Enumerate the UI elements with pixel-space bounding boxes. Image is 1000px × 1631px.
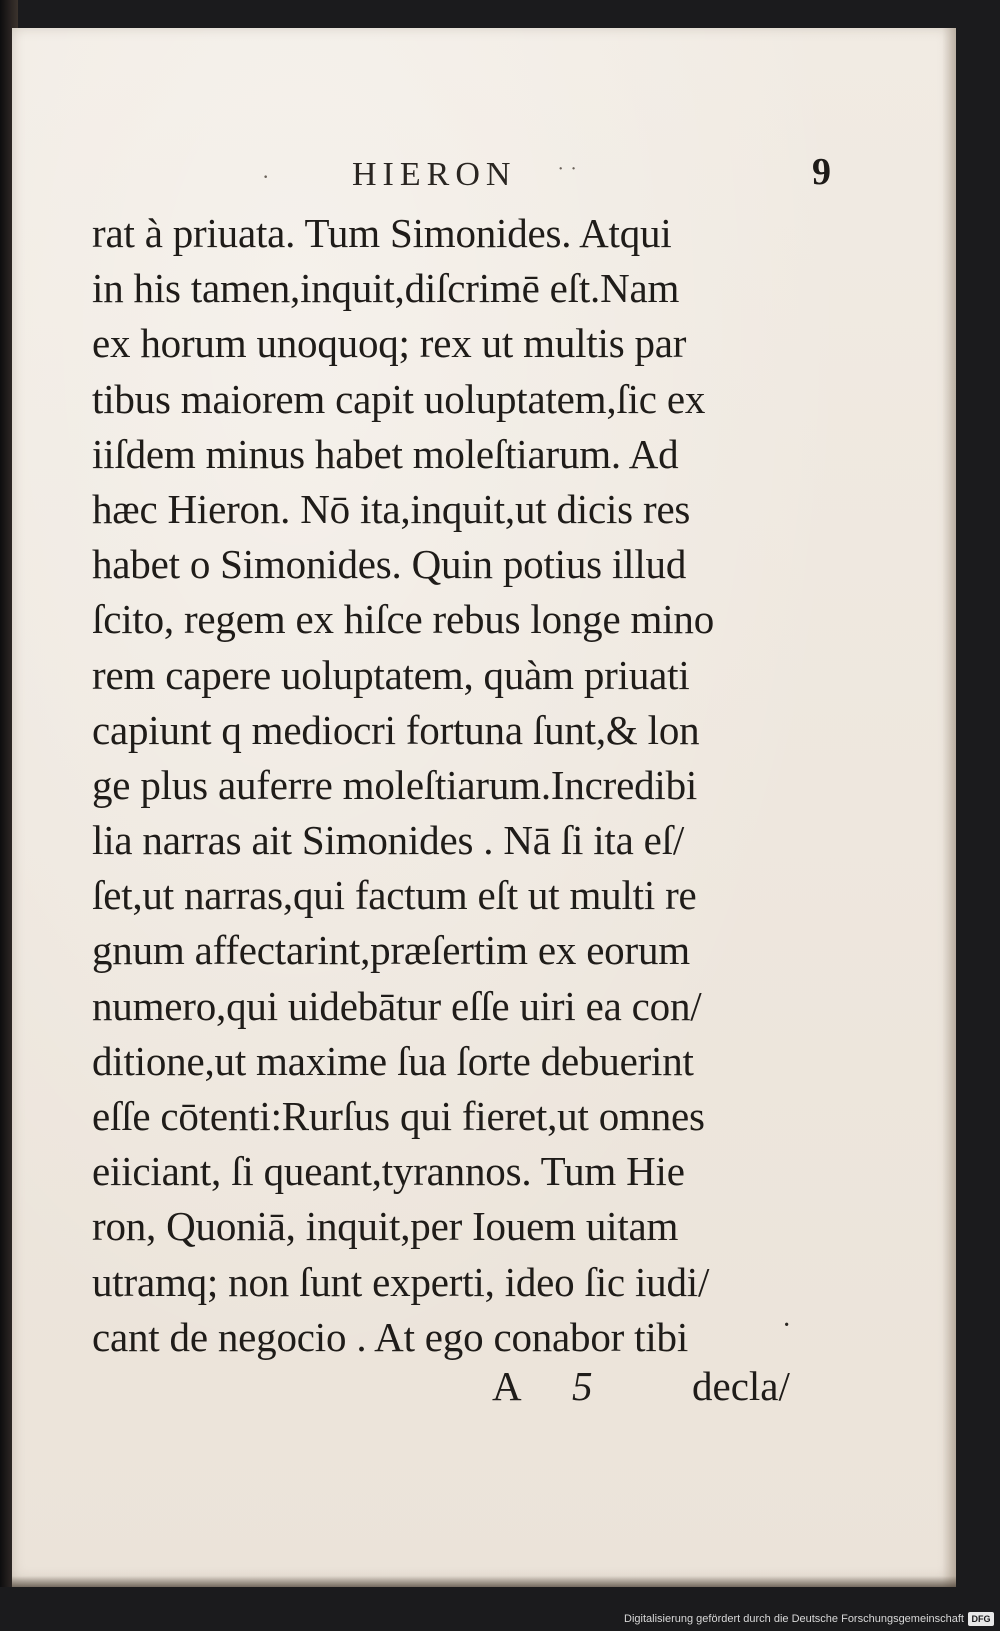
folio-number: 9 [812,151,831,193]
page-header [12,151,956,202]
digitization-credit: Digitalisierung gefördert durch die Deutsche Forschungsgemeinschaft [624,1613,964,1625]
text-line: tibus maiorem capit uoluptatem,ſic ex [92,375,706,422]
text-line: iiſdem minus habet moleſtiarum. Ad [92,430,679,477]
signature-number: 5 [572,1363,593,1409]
book-page [12,28,956,1588]
text-line: ex horum unoquoq; rex ut multis par [92,320,687,367]
text-line: cant de negocio . At ego conabor tibi [92,1313,689,1360]
text-line: ſcito, regem ex hiſce rebus longe mino [92,596,715,643]
text-line: hæc Hieron. Nō ita,inquit,ut dicis res [92,485,691,532]
text-line: rem capere uoluptatem, quàm priuati [92,651,690,698]
text-line: eſſe cōtenti:Rurſus qui fieret,ut omnes [92,1093,705,1139]
page-edge-shadow [942,28,956,1588]
text-line: rat à priuata. Tum Simonides. Atqui [92,210,672,256]
text-line: capiunt q mediocri fortuna ſunt,& lon [92,706,700,753]
catchword-line [92,1358,812,1414]
text-line: ge plus auferre moleſtiarum.Incredibi [92,761,698,808]
text-line: eiiciant, ſi queant,tyrannos. Tum Hie [92,1148,685,1195]
signature-mark: A [492,1363,522,1409]
text-line: numero,qui uidebātur eſſe uiri ea con/ [92,982,702,1029]
text-line: gnum affectarint,præſertim ex eorum [92,927,690,974]
text-line: ſet,ut narras,qui factum eſt ut multi re [92,872,697,919]
text-line: lia narras ait Simonides . Nā ſi ita eſ/ [92,817,685,864]
text-line: ditione,ut maxime ſua ſorte debuerint [92,1037,694,1084]
text-line: in his tamen,inquit,diſcrimē eſt.Nam [92,265,680,312]
running-head: HIERON [352,156,517,193]
ink-speck: ˙ ˙ [557,162,578,187]
text-line: ron, Quoniā, inquit,per Iouem uitam [92,1203,679,1250]
footer-bar [0,1587,1000,1631]
text-line: habet o Simonides. Quin potius illud [92,541,687,588]
dfg-logo: DFG [968,1612,994,1626]
ink-speck: · [782,1310,792,1341]
text-block [92,206,812,1365]
ink-speck: · [262,164,270,189]
catchword: decla/ [692,1363,790,1409]
text-line: utramq; non ſunt experti, ideo ſic iudi/ [92,1258,710,1305]
